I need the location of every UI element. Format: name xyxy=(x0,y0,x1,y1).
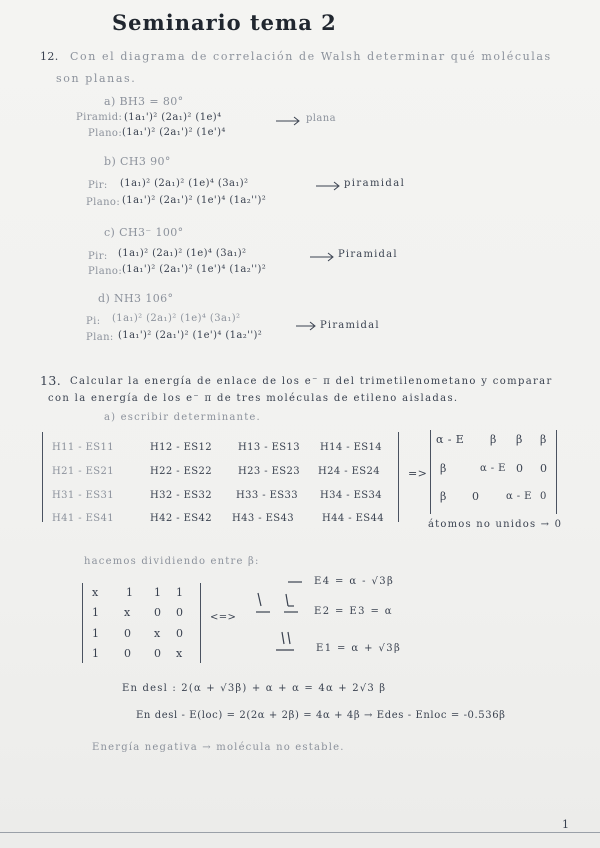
matrix-cell: 0 xyxy=(472,490,480,503)
matrix-cell: 0 xyxy=(176,606,184,619)
part-c-heading: c) CH3⁻ 100° xyxy=(104,226,184,239)
delocalized-energy: En desl : 2(α + √3β) + α + α = 4α + 2√3 β xyxy=(122,683,387,694)
matrix-cell: H11 - ES11 xyxy=(52,442,115,453)
part-a-heading: a) BH3 = 80° xyxy=(104,95,184,108)
matrix-cell: H32 - ES32 xyxy=(150,490,213,501)
matrix-cell: x xyxy=(154,627,161,640)
matrix-cell: H21 - ES21 xyxy=(52,466,115,477)
matrix-cell: H23 - ES23 xyxy=(238,466,301,477)
energy-level-e1: E1 = α + √3β xyxy=(316,643,402,654)
part-a-config-2: (1a₁')² (2a₁')² (1e')⁴ xyxy=(122,127,226,138)
part-d-heading: d) NH3 106° xyxy=(98,292,174,305)
matrix-cell: 1 xyxy=(92,627,100,640)
localized-energy-comparison: En desl - E(loc) = 2(2α + 2β) = 4α + 4β → Edes - Enloc = -0.536β xyxy=(136,710,506,721)
determinant-bar-right xyxy=(398,432,399,522)
determinant-bar-left xyxy=(82,583,83,663)
part-a-config-1: (1a₁')² (2a₁)² (1e)⁴ xyxy=(124,112,222,123)
matrix-cell: 1 xyxy=(126,586,134,599)
determinant-bar-right xyxy=(200,583,201,663)
part-a-label-2: Plano: xyxy=(88,128,123,139)
matrix-cell: H24 - ES24 xyxy=(318,466,381,477)
exercise-12-number: 12. xyxy=(40,50,59,63)
page-bottom-rule xyxy=(0,832,600,833)
exercise-12-statement-cont: son planas. xyxy=(56,72,137,85)
matrix-cell: H13 - ES13 xyxy=(238,442,301,453)
equivalence-symbol: <=> xyxy=(210,612,237,623)
arrow-icon xyxy=(276,116,302,126)
part-a-instruction: a) escribir determinante. xyxy=(104,412,261,423)
matrix-cell: x xyxy=(176,647,183,660)
matrix-cell: 0 xyxy=(124,627,132,640)
exercise-13-statement: Calcular la energía de enlace de los e⁻ π del trimetilenometano y comparar xyxy=(70,376,553,387)
divide-by-beta-note: hacemos dividiendo entre β: xyxy=(84,556,260,567)
energy-level-e2-e3: E2 = E3 = α xyxy=(314,606,393,617)
exercise-13-number: 13. xyxy=(40,373,62,388)
note-atoms-not-bonded: átomos no unidos → 0 xyxy=(428,519,563,530)
page-number: 1 xyxy=(562,818,570,831)
matrix-cell: 1 xyxy=(176,586,184,599)
matrix-cell: 0 xyxy=(124,647,132,660)
matrix-cell: H31 - ES31 xyxy=(52,490,115,501)
part-b-label-2: Plano: xyxy=(86,197,121,208)
part-d-config-1: (1a₁)² (2a₁)² (1e)⁴ (3a₁)² xyxy=(112,313,241,324)
matrix-cell: 0 xyxy=(516,462,524,475)
part-d-label-2: Plan: xyxy=(86,332,114,343)
energy-level-e4: E4 = α - √3β xyxy=(314,576,395,587)
matrix-cell: α - E xyxy=(506,491,532,502)
determinant-bar-left xyxy=(42,432,43,522)
exercise-13-statement-cont: con la energía de los e⁻ π de tres moléculas de etileno aisladas. xyxy=(48,393,459,404)
matrix-cell: H44 - ES44 xyxy=(322,513,385,524)
part-b-heading: b) CH3 90° xyxy=(104,155,171,168)
matrix-cell: x xyxy=(92,586,99,599)
matrix-cell: 1 xyxy=(154,586,162,599)
part-b-label-1: Pir: xyxy=(88,180,108,191)
conclusion: Energía negativa → molécula no estable. xyxy=(92,742,345,753)
matrix-cell: 1 xyxy=(92,606,100,619)
part-c-label-1: Pir: xyxy=(88,251,108,262)
matrix-cell: H22 - ES22 xyxy=(150,466,213,477)
part-c-config-1: (1a₁)² (2a₁)² (1e)⁴ (3a₁)² xyxy=(118,248,247,259)
matrix-cell: H12 - ES12 xyxy=(150,442,213,453)
part-b-config-2: (1a₁')² (2a₁')² (1e')⁴ (1a₂'')² xyxy=(122,195,267,206)
matrix-cell: α - E xyxy=(480,463,506,474)
matrix-cell: 0 xyxy=(176,627,184,640)
arrow-icon xyxy=(316,181,342,191)
matrix-cell: β xyxy=(440,490,447,503)
determinant-bar-right xyxy=(556,430,557,514)
matrix-cell: β xyxy=(440,462,447,475)
part-c-result: Piramidal xyxy=(338,249,398,260)
implies-symbol: => xyxy=(408,467,428,480)
part-d-config-2: (1a₁')² (2a₁')² (1e')⁴ (1a₂'')² xyxy=(118,330,263,341)
matrix-cell: 0 xyxy=(154,606,162,619)
determinant-bar-left xyxy=(430,430,431,514)
energy-level-diagram xyxy=(250,572,570,662)
arrow-icon xyxy=(310,252,336,262)
matrix-cell: β xyxy=(490,433,497,446)
part-d-result: Piramidal xyxy=(320,320,380,331)
part-d-label-1: Pi: xyxy=(86,316,101,327)
matrix-cell: H14 - ES14 xyxy=(320,442,383,453)
part-c-label-2: Plano: xyxy=(88,266,123,277)
matrix-cell: 0 xyxy=(154,647,162,660)
part-a-label-1: Piramid: xyxy=(76,112,123,123)
matrix-cell: 1 xyxy=(92,647,100,660)
part-c-config-2: (1a₁')² (2a₁')² (1e')⁴ (1a₂'')² xyxy=(122,264,267,275)
part-b-result: piramidal xyxy=(344,178,406,189)
matrix-cell: 0 xyxy=(540,491,547,502)
part-b-config-1: (1a₁)² (2a₁)² (1e)⁴ (3a₁)² xyxy=(120,178,249,189)
page-title: Seminario tema 2 xyxy=(112,10,337,35)
matrix-cell: H43 - ES43 xyxy=(232,513,295,524)
matrix-cell: x xyxy=(124,606,131,619)
matrix-cell: H42 - ES42 xyxy=(150,513,213,524)
matrix-cell: H34 - ES34 xyxy=(320,490,383,501)
matrix-cell: β xyxy=(516,433,523,446)
matrix-cell: 0 xyxy=(540,462,548,475)
matrix-cell: α - E xyxy=(436,433,465,446)
matrix-cell: H33 - ES33 xyxy=(236,490,299,501)
matrix-cell: H41 - ES41 xyxy=(52,513,115,524)
part-a-result: plana xyxy=(306,113,336,124)
exercise-12-statement: Con el diagrama de correlación de Walsh determinar qué moléculas xyxy=(70,50,552,63)
arrow-icon xyxy=(296,321,318,331)
matrix-cell: β xyxy=(540,433,547,446)
